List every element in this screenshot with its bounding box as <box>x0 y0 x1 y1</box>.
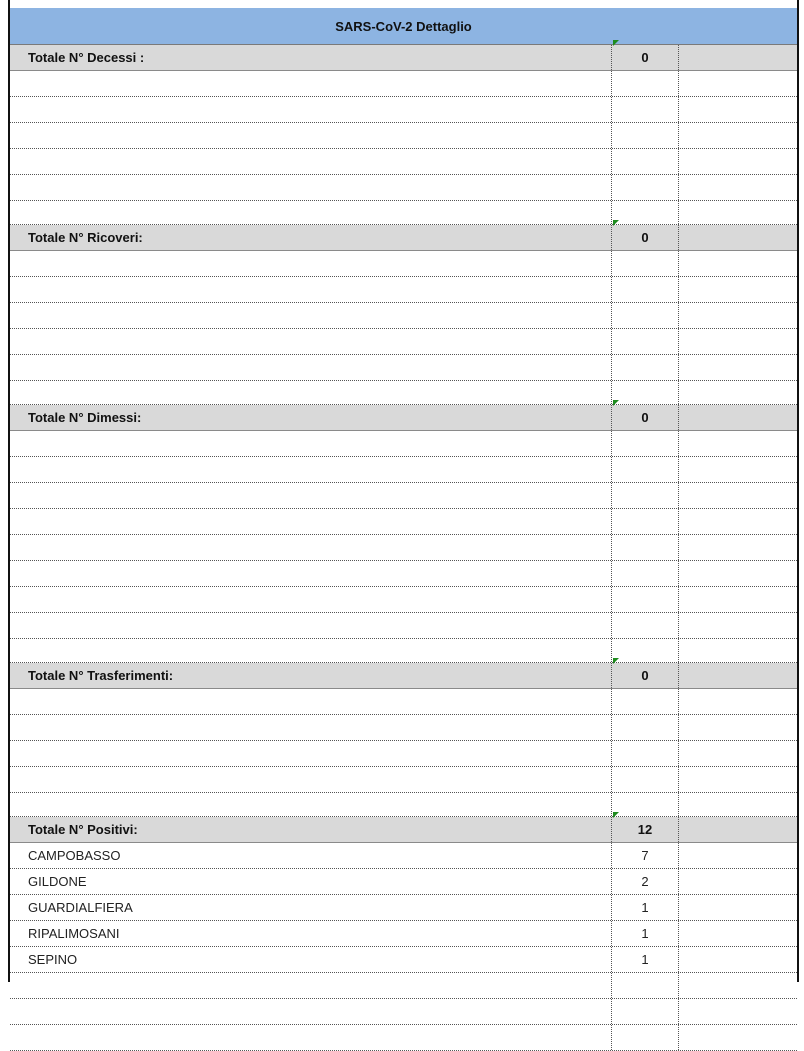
table-row <box>10 149 797 175</box>
empty-cell[interactable] <box>679 973 797 998</box>
cell-value-text: 1 <box>641 900 649 915</box>
value-cell[interactable] <box>611 251 679 276</box>
empty-cell[interactable] <box>679 509 797 534</box>
value-cell[interactable] <box>611 689 679 714</box>
empty-cell[interactable] <box>679 663 797 688</box>
value-cell[interactable] <box>611 509 679 534</box>
table-row <box>10 355 797 381</box>
section-header-row <box>10 225 797 251</box>
comment-indicator-icon <box>613 658 619 664</box>
empty-cell[interactable] <box>679 405 797 430</box>
spacer-row <box>10 381 797 405</box>
empty-cell[interactable] <box>679 251 797 276</box>
name-cell[interactable] <box>10 329 611 354</box>
empty-cell[interactable] <box>679 1025 797 1050</box>
table-row <box>10 613 797 639</box>
cell-value-text: 12 <box>637 822 653 837</box>
value-cell[interactable] <box>611 201 679 224</box>
empty-cell[interactable] <box>679 201 797 224</box>
name-cell[interactable] <box>10 535 611 560</box>
empty-cell[interactable] <box>679 45 797 70</box>
empty-cell[interactable] <box>679 431 797 456</box>
table-row <box>10 947 797 973</box>
spacer-row <box>10 201 797 225</box>
empty-cell[interactable] <box>679 741 797 766</box>
value-cell[interactable] <box>611 149 679 174</box>
empty-cell[interactable] <box>679 921 797 946</box>
table-row <box>10 277 797 303</box>
name-cell[interactable] <box>10 355 611 380</box>
name-cell[interactable] <box>10 251 611 276</box>
name-cell[interactable]: GILDONE <box>28 874 87 889</box>
empty-cell[interactable] <box>679 123 797 148</box>
name-cell[interactable] <box>10 149 611 174</box>
name-cell[interactable] <box>10 973 611 998</box>
empty-cell[interactable] <box>679 817 797 842</box>
name-cell[interactable] <box>10 561 611 586</box>
spacer-row <box>10 639 797 663</box>
name-cell[interactable] <box>10 483 611 508</box>
name-cell[interactable] <box>10 431 611 456</box>
comment-indicator-icon <box>613 812 619 818</box>
cell-value-text: 0 <box>641 668 649 683</box>
empty-cell[interactable] <box>679 381 797 404</box>
empty-cell[interactable] <box>679 947 797 972</box>
empty-cell[interactable] <box>679 843 797 868</box>
table-row <box>10 843 797 869</box>
table-row <box>10 175 797 201</box>
value-cell[interactable] <box>611 973 679 998</box>
table-row <box>10 251 797 277</box>
value-cell[interactable] <box>611 123 679 148</box>
value-cell[interactable] <box>611 587 679 612</box>
section-header-row <box>10 663 797 689</box>
empty-cell[interactable] <box>679 715 797 740</box>
value-cell[interactable] <box>611 895 679 920</box>
table-row <box>10 999 797 1025</box>
name-cell[interactable] <box>10 97 611 122</box>
table-row <box>10 921 797 947</box>
name-cell[interactable] <box>10 639 611 662</box>
right-border <box>797 0 799 982</box>
section-total-cell[interactable] <box>611 45 679 70</box>
name-cell[interactable]: GUARDIALFIERA <box>28 900 133 915</box>
empty-cell[interactable] <box>679 869 797 894</box>
table-row <box>10 973 797 999</box>
empty-cell[interactable] <box>679 225 797 250</box>
table-row <box>10 483 797 509</box>
section-label-cell[interactable]: Totale N° Ricoveri: <box>28 230 143 245</box>
sheet-title-text: SARS-CoV-2 Dettaglio <box>335 18 472 34</box>
value-cell[interactable] <box>611 303 679 328</box>
name-cell[interactable] <box>10 457 611 482</box>
table-row <box>10 689 797 715</box>
name-cell[interactable]: SEPINO <box>28 952 78 967</box>
table-row <box>10 587 797 613</box>
name-cell[interactable] <box>10 587 611 612</box>
name-cell[interactable] <box>10 201 611 224</box>
section-total-cell[interactable] <box>611 405 679 430</box>
cell-value-text: 2 <box>641 874 649 889</box>
name-cell[interactable] <box>10 381 611 404</box>
empty-cell[interactable] <box>679 457 797 482</box>
name-cell[interactable] <box>10 741 611 766</box>
sheet-title[interactable] <box>10 8 797 45</box>
value-cell[interactable] <box>611 999 679 1024</box>
empty-cell[interactable] <box>679 561 797 586</box>
comment-indicator-icon <box>613 400 619 406</box>
table-row <box>10 1025 797 1051</box>
empty-cell[interactable] <box>679 483 797 508</box>
section-total-cell[interactable] <box>611 663 679 688</box>
name-cell[interactable]: CAMPOBASSO <box>28 848 121 863</box>
name-cell[interactable] <box>10 999 611 1024</box>
spacer-row <box>10 793 797 817</box>
name-cell[interactable] <box>10 277 611 302</box>
section-label-cell[interactable]: Totale N° Positivi: <box>28 822 138 837</box>
name-cell[interactable] <box>10 689 611 714</box>
table-row <box>10 303 797 329</box>
table-row <box>10 431 797 457</box>
name-cell[interactable] <box>10 175 611 200</box>
empty-cell[interactable] <box>679 689 797 714</box>
section-label-cell[interactable]: Totale N° Trasferimenti: <box>28 668 174 683</box>
section-header-row <box>10 817 797 843</box>
empty-cell[interactable] <box>679 895 797 920</box>
value-cell[interactable] <box>611 869 679 894</box>
empty-cell[interactable] <box>679 149 797 174</box>
table-row <box>10 535 797 561</box>
comment-indicator-icon <box>613 40 619 46</box>
table-row <box>10 741 797 767</box>
empty-cell[interactable] <box>679 767 797 792</box>
value-cell[interactable] <box>611 639 679 662</box>
empty-cell[interactable] <box>679 277 797 302</box>
value-cell[interactable] <box>611 483 679 508</box>
value-cell[interactable] <box>611 97 679 122</box>
value-cell[interactable] <box>611 613 679 638</box>
name-cell[interactable] <box>10 1025 611 1050</box>
value-cell[interactable] <box>611 715 679 740</box>
table-row <box>10 715 797 741</box>
cell-value-text: 1 <box>641 926 649 941</box>
cell-value-text: 0 <box>641 50 649 65</box>
value-cell[interactable] <box>611 431 679 456</box>
name-cell[interactable] <box>10 123 611 148</box>
table-row <box>10 561 797 587</box>
table-row <box>10 869 797 895</box>
empty-cell[interactable] <box>679 613 797 638</box>
value-cell[interactable] <box>611 1025 679 1050</box>
cell-value-text: 1 <box>641 952 649 967</box>
value-cell[interactable] <box>611 457 679 482</box>
table-row <box>10 457 797 483</box>
section-total-cell[interactable] <box>611 225 679 250</box>
value-cell[interactable] <box>611 381 679 404</box>
section-header-row <box>10 405 797 431</box>
name-cell[interactable]: RIPALIMOSANI <box>28 926 120 941</box>
cell-value-text: 7 <box>641 848 649 863</box>
value-cell[interactable] <box>611 175 679 200</box>
empty-cell[interactable] <box>679 71 797 96</box>
value-cell[interactable] <box>611 741 679 766</box>
empty-cell[interactable] <box>679 175 797 200</box>
comment-indicator-icon <box>613 220 619 226</box>
empty-cell[interactable] <box>679 97 797 122</box>
name-cell[interactable] <box>10 509 611 534</box>
empty-cell[interactable] <box>679 355 797 380</box>
empty-cell[interactable] <box>679 793 797 816</box>
value-cell[interactable] <box>611 329 679 354</box>
name-cell[interactable] <box>10 767 611 792</box>
table-row <box>10 767 797 793</box>
value-cell[interactable] <box>611 947 679 972</box>
table-row <box>10 329 797 355</box>
table-row <box>10 71 797 97</box>
empty-cell[interactable] <box>679 303 797 328</box>
value-cell[interactable] <box>611 767 679 792</box>
section-label-cell[interactable]: Totale N° Decessi : <box>28 50 145 65</box>
value-cell[interactable] <box>611 277 679 302</box>
empty-cell[interactable] <box>679 329 797 354</box>
value-cell[interactable] <box>611 921 679 946</box>
table-row <box>10 895 797 921</box>
empty-cell[interactable] <box>679 999 797 1024</box>
cell-value-text: 0 <box>641 230 649 245</box>
value-cell[interactable] <box>611 535 679 560</box>
section-label-cell[interactable]: Totale N° Dimessi: <box>28 410 142 425</box>
name-cell[interactable] <box>10 793 611 816</box>
table-row <box>10 509 797 535</box>
data-rows <box>10 45 797 1051</box>
name-cell[interactable] <box>10 71 611 96</box>
section-header-row <box>10 45 797 71</box>
value-cell[interactable] <box>611 793 679 816</box>
name-cell[interactable] <box>10 715 611 740</box>
section-total-cell[interactable] <box>611 817 679 842</box>
cell-value-text: 0 <box>641 410 649 425</box>
empty-cell[interactable] <box>679 587 797 612</box>
value-cell[interactable] <box>611 355 679 380</box>
name-cell[interactable] <box>10 303 611 328</box>
table-row <box>10 123 797 149</box>
empty-cell[interactable] <box>679 639 797 662</box>
value-cell[interactable] <box>611 71 679 96</box>
name-cell[interactable] <box>10 613 611 638</box>
value-cell[interactable] <box>611 843 679 868</box>
empty-cell[interactable] <box>679 535 797 560</box>
value-cell[interactable] <box>611 561 679 586</box>
table-row <box>10 97 797 123</box>
